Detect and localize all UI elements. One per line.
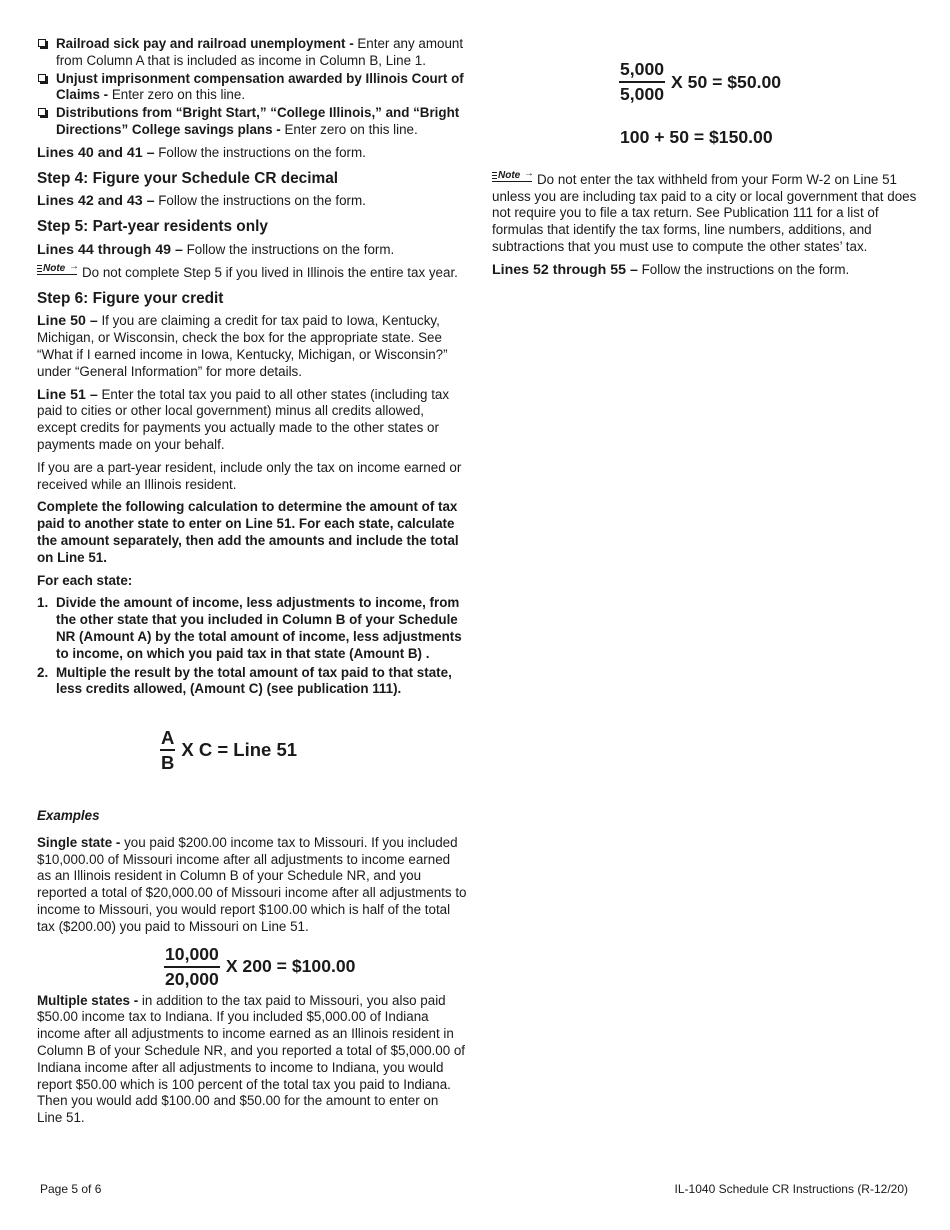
sum-formula: 100 + 50 = $150.00: [620, 127, 773, 147]
calc-step-1: 1. Divide the amount of income, less adjustments to income, from the other state that you included in Column B of your Schedule NR (Amount A) by the total amount of income, less adjustments to income, on which you paid tax in that state (Amount B) .: [37, 595, 462, 661]
multiple-states-example: Multiple states - in addition to the tax paid to Missouri, you also paid $50.00 income tax to Indiana. If you included $5,000.00 of Indiana income after all adjustments to income earned as an Illinois resident in Column B of your Schedule NR, and you reported a total of $5,000.00 of Indiana income after all adjustments to income to Indiana, you would report $50.00 which is 100 percent of the total tax you paid to Indiana. Then you would add $100.00 and $50.00 for the amount to enter on Line 51.: [37, 992, 466, 1126]
bullet-railroad: Railroad sick pay and railroad unemployment - Enter any amount from Column A that is included as income in Column B, Line 1.: [37, 36, 467, 70]
line-51: Line 51 – Enter the total tax you paid to all other states (including tax paid to cities or other local government) minus all credits allowed, except credits for payments you actually made to the other states or payments made on your behalf.: [37, 386, 450, 452]
part-year-text: If you are a part-year resident, include only the tax on income earned or received while an Illinois resident.: [37, 459, 462, 492]
for-each-state: For each state:: [37, 572, 133, 588]
page-number: Page 5 of 6: [40, 1182, 102, 1196]
right-column: [492, 36, 917, 285]
fraction-a-b: $\frac{A}{B}$: [161, 727, 175, 774]
note-icon: Note →: [37, 265, 79, 276]
bullet-imprisonment: Unjust imprisonment compensation awarded by Illinois Court of Claims - Enter zero on this line.: [37, 71, 467, 105]
left-column: [37, 36, 467, 1133]
fraction-10000-20000: $\frac{10,000}{20,000}$: [165, 943, 219, 989]
step-5-heading: Step 5: Part-year residents only: [37, 218, 268, 236]
fraction-5000-5000: $\frac{5,000}{5,000}$: [620, 59, 665, 104]
single-state-formula: $\frac{10,000}{20,000}$ X 200 = $100.00: [165, 943, 356, 989]
form-id: IL-1040 Schedule CR Instructions (R-12/20): [674, 1182, 908, 1196]
checkbox-icon: [38, 74, 46, 82]
checkbox-icon: [38, 39, 46, 47]
note-w2: Note → Do not enter the tax withheld from your Form W-2 on Line 51 unless you are including tax paid to a city or local government that does not require you to file a tax return. See Publication 111 for a list of formulas that identify the tax forms, line numbers, additions, and subtractions that you must use to compute the other states’ tax.: [492, 167, 917, 254]
single-state-example: Single state - you paid $200.00 income tax to Missouri. If you included $10,000.00 of Missouri income after all adjustments to income earned as an Illinois resident in Column B of your Schedule NR, and you reported a total of $20,000.00 of Missouri income after all adjustments to income to Missouri, you would report $100.00 which is half of the total tax ($200.00) you paid to Missouri on Line 51.: [37, 834, 467, 934]
line51-formula: $\frac{A}{B}$ X C = Line 51: [161, 727, 298, 774]
indiana-formula: $\frac{5,000}{5,000}$ X 50 = $50.00: [620, 59, 782, 104]
complete-calculation: Complete the following calculation to determine the amount of tax paid to another state to enter on Line 51. For each state, calculate the amount separately, then add the amounts and include the total on Line 51.: [37, 499, 459, 565]
line-50: Line 50 – If you are claiming a credit for tax paid to Iowa, Kentucky, Michigan, or Wisconsin, check the box for the appropriate state. See “What if I earned income in Iowa, Kentucky, Michigan, or Wisconsin?” under “General Information” for more details.: [37, 313, 448, 379]
lines-44-49: Lines 44 through 49 – Follow the instructions on the form.: [37, 241, 395, 258]
lines-40-41: Lines 40 and 41 – Follow the instructions on the form.: [37, 144, 366, 161]
step-6-heading: Step 6: Figure your credit: [37, 289, 224, 307]
lines-42-43: Lines 42 and 43 – Follow the instructions on the form.: [37, 193, 366, 210]
note-step5: Note → Do not complete Step 5 if you lived in Illinois the entire tax year.: [37, 265, 467, 282]
examples-heading: Examples: [37, 808, 100, 824]
lines-52-55: Lines 52 through 55 – Follow the instructions on the form.: [492, 261, 850, 278]
bullet-savings-plans: Distributions from “Bright Start,” “College Illinois,” and “Bright Directions” College savings plans - Enter zero on this line.: [37, 105, 467, 139]
calc-step-2: 2. Multiple the result by the total amount of tax paid to that state, less credits allowed, (Amount C) (see publication 111).: [37, 664, 452, 697]
checkbox-icon: [38, 108, 46, 116]
note-icon: Note →: [492, 172, 534, 183]
step-4-heading: Step 4: Figure your Schedule CR decimal: [37, 169, 339, 187]
